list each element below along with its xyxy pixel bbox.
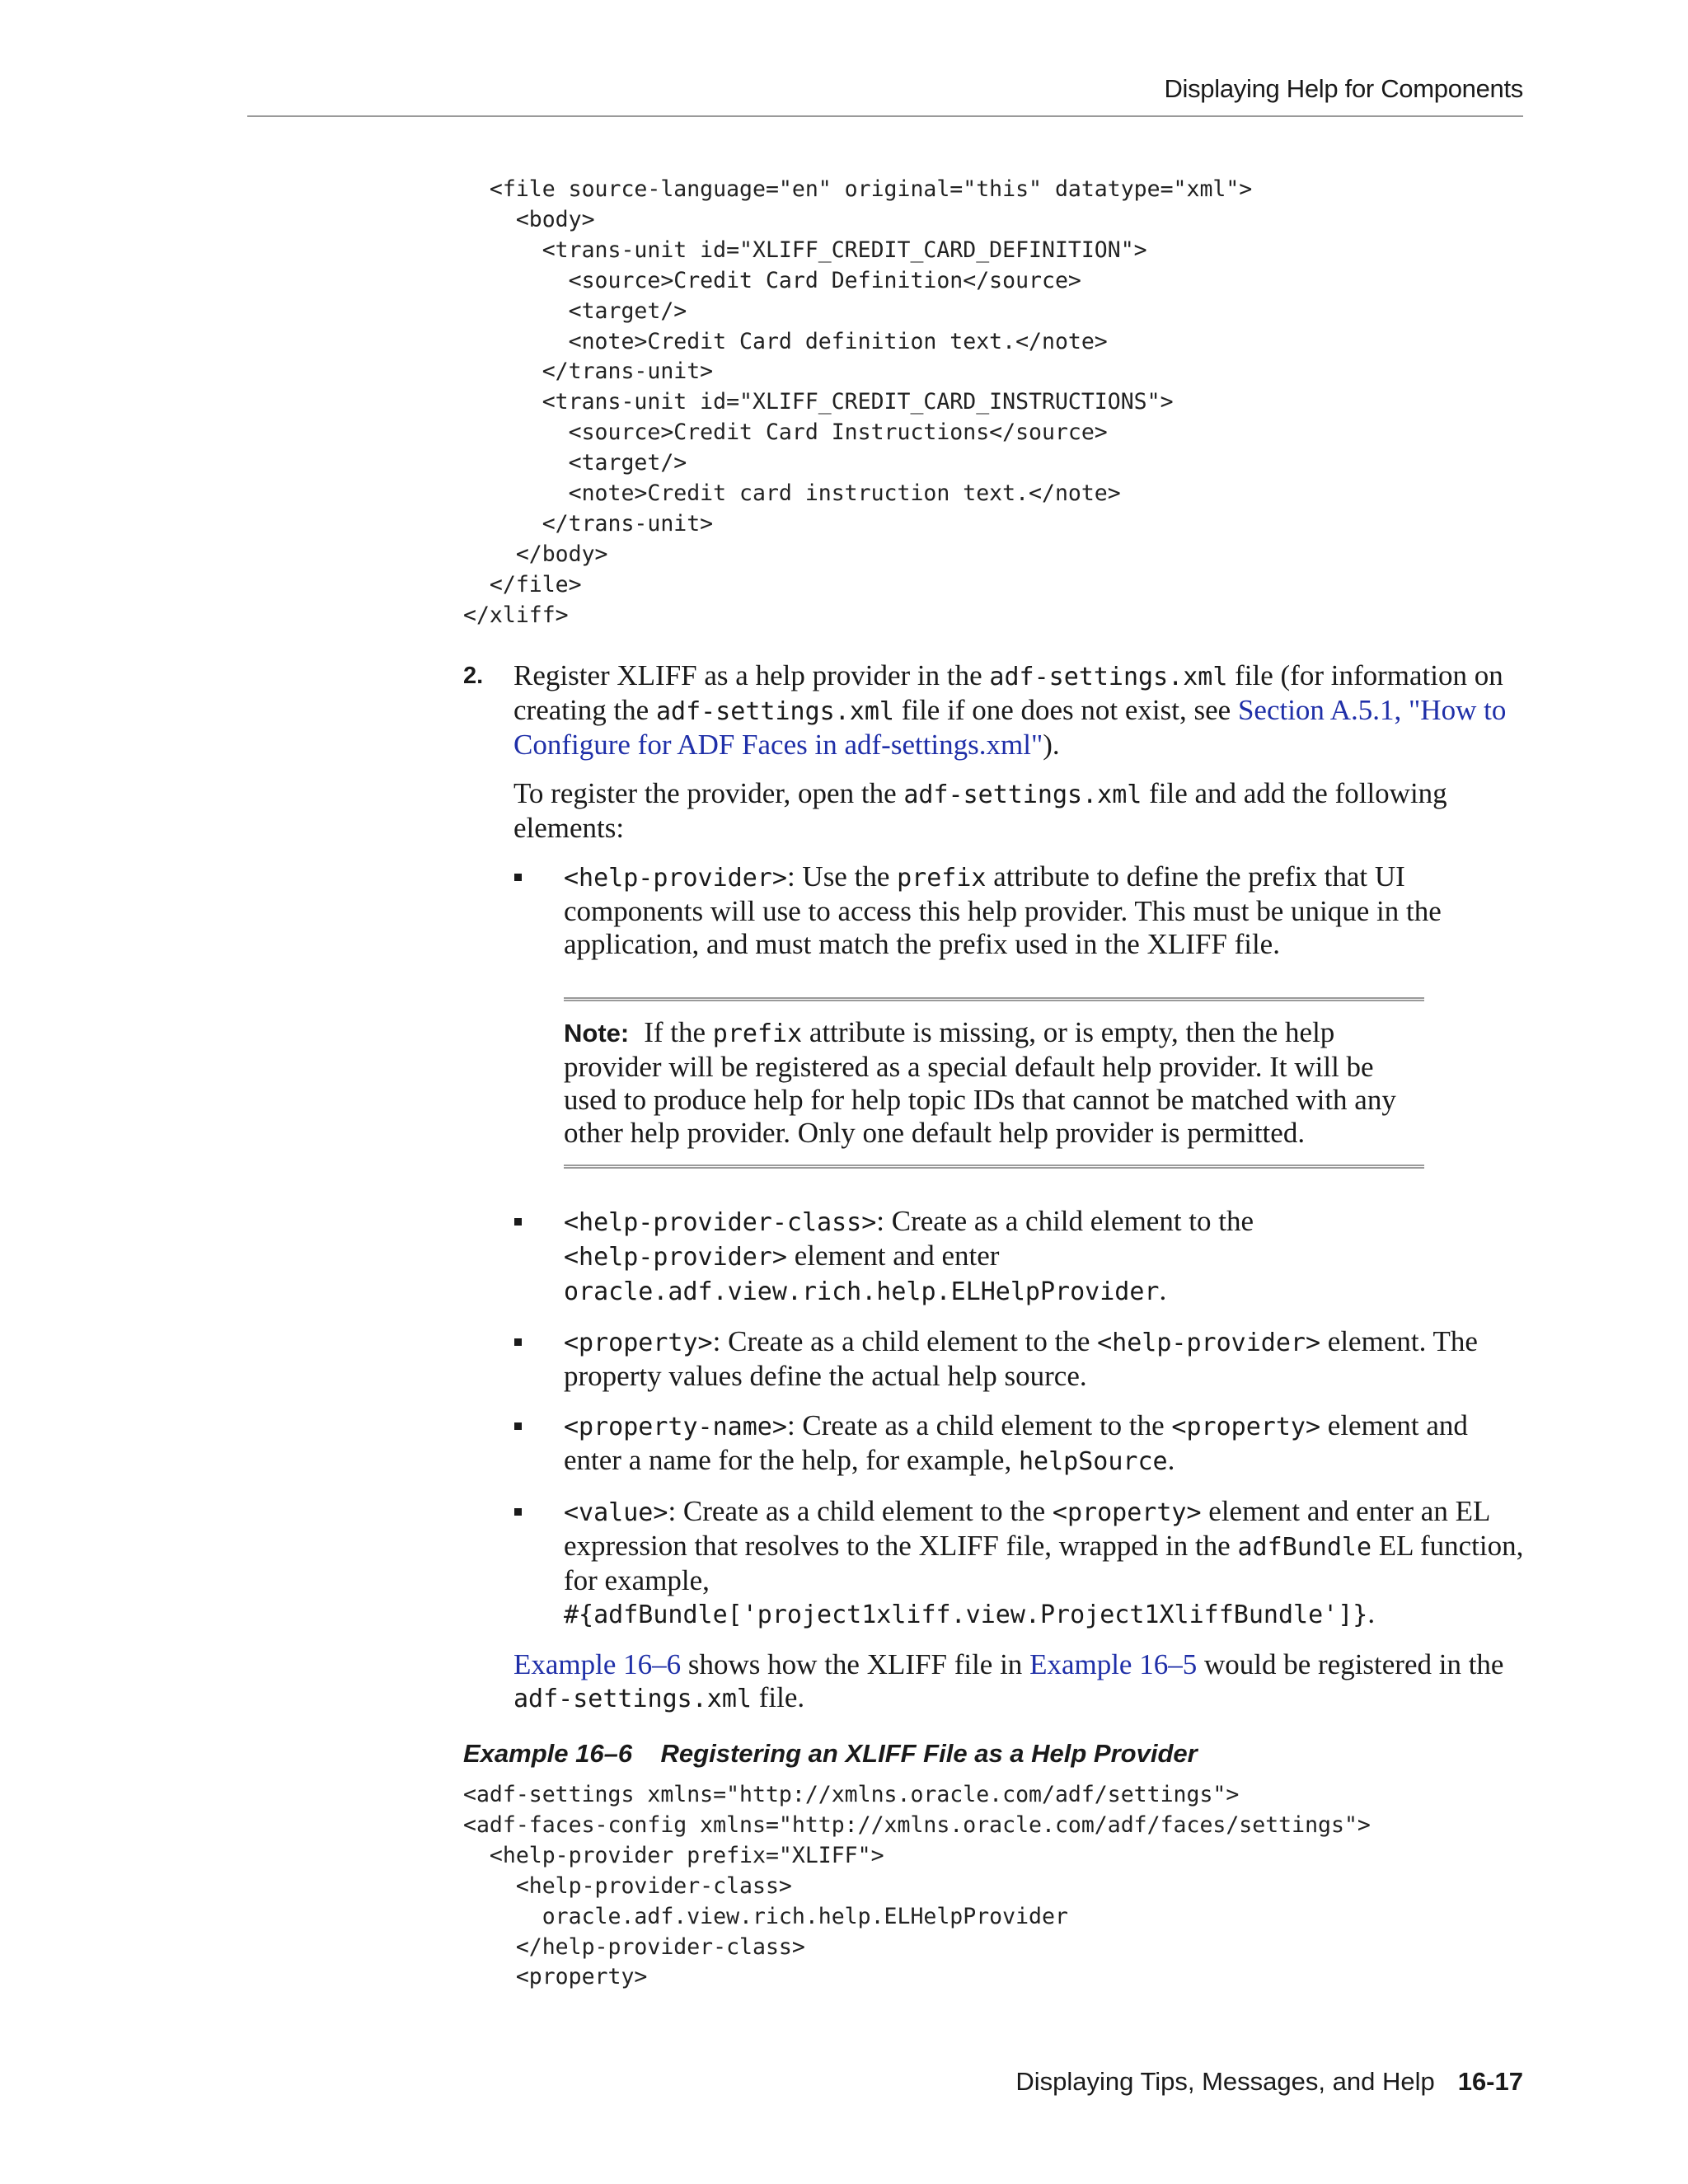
step-paragraph-register: Register XLIFF as a help provider in the adf-settings.xml file (for information on creating the adf-settings.xml file if one does not exist, see Section A.5.1, "How to Configure for ADF Faces in adf-settings.xml"). [513,659,1507,761]
example-link[interactable]: Example 16–6 [513,1648,682,1680]
note-label: Note: [564,1019,630,1047]
section-link[interactable]: Section A.5.1, "How to Configure for ADF Faces in adf-settings.xml" [513,694,1507,761]
code-block-adf-settings: <adf-settings xmlns="http://xmlns.oracle.com/adf/settings"> <adf-faces-config xmlns="http://xmlns.oracle.com/adf/faces/settings"> <help-provider prefix="XLIFF"> <help-provider-class> oracle.adf.view.rich.help.ELHelpProvider </help-provider-class> <property> [463,1782,1371,1990]
list-item: <property>: Create as a child element to the <help-provider> element. The property values define the actual help source. [513,1325,1526,1393]
footer-title: Displaying Tips, Messages, and Help [1015,2067,1435,2096]
inline-code: adf-settings.xml [655,697,894,726]
bullet-icon [514,1508,522,1516]
header-rule [247,115,1523,117]
inline-code: adf-settings.xml [903,780,1142,809]
code-block-xliff: <file source-language="en" original="this" datatype="xml"> <body> <trans-unit id="XLIFF_CREDIT_CARD_DEFINITION"> <source>Credit Card Definition</source> <target/> <note>Credit Card definition text.</note> </trans-unit> <trans-unit id="XLIFF_CREDIT_CARD_INSTRUCTIONS"> <source>Credit Card Instructions</source> <target/> <note>Credit card instruction text.</note> </trans-unit> </body> </file> </xliff> [463,176,1253,628]
step-paragraph-open: To register the provider, open the adf-settings.xml file and add the following elements: [513,777,1447,844]
example-link[interactable]: Example 16–5 [1029,1648,1198,1680]
running-header-title: Displaying Help for Components [1164,74,1523,103]
bullet-icon [514,1218,522,1226]
list-item: <value>: Create as a child element to the <property> element and enter an EL expression that resolves to the XLIFF file, wrapped in the adfBundle EL function, for example, #{adfBundle['project1xliff.view.Project1XliffBundle']}. [513,1495,1526,1632]
element-list [513,860,1526,961]
page-footer [1015,2067,1523,2097]
bullet-icon [514,874,522,881]
step-number: 2. [463,663,484,689]
list-item: <help-provider>: Use the prefix attribute to define the prefix that UI components will use to access this help provider. This must be unique in the application, and must match the prefix used in the XLIFF file. [513,860,1526,961]
note-box: Note: If the prefix attribute is missing, or is empty, then the help provider will be registered as a special default help provider. It will be used to produce help for help topic IDs that cannot be matched with any other help provider. Only one default help provider is permitted. [564,997,1424,1169]
inline-code: adf-settings.xml [989,663,1228,691]
list-item: <help-provider-class>: Create as a child element to the <help-provider> element and enter oracle.adf.view.rich.help.ELHelpProvider. [513,1205,1526,1309]
page-number: 16-17 [1457,2067,1523,2096]
bullet-icon [514,1422,522,1430]
list-item: <property-name>: Create as a child element to the <property> element and enter a name for the help, for example, helpSource. [513,1409,1526,1479]
procedure-step-2 [463,659,1526,1716]
bullet-icon [514,1338,522,1346]
step-paragraph-example-ref: Example 16–6 shows how the XLIFF file in Example 16–5 would be registered in the adf-settings.xml file. [513,1648,1504,1713]
example-caption: Example 16–6 Registering an XLIFF File as a Help Provider [463,1739,1198,1768]
element-list-continued [513,1205,1526,1632]
